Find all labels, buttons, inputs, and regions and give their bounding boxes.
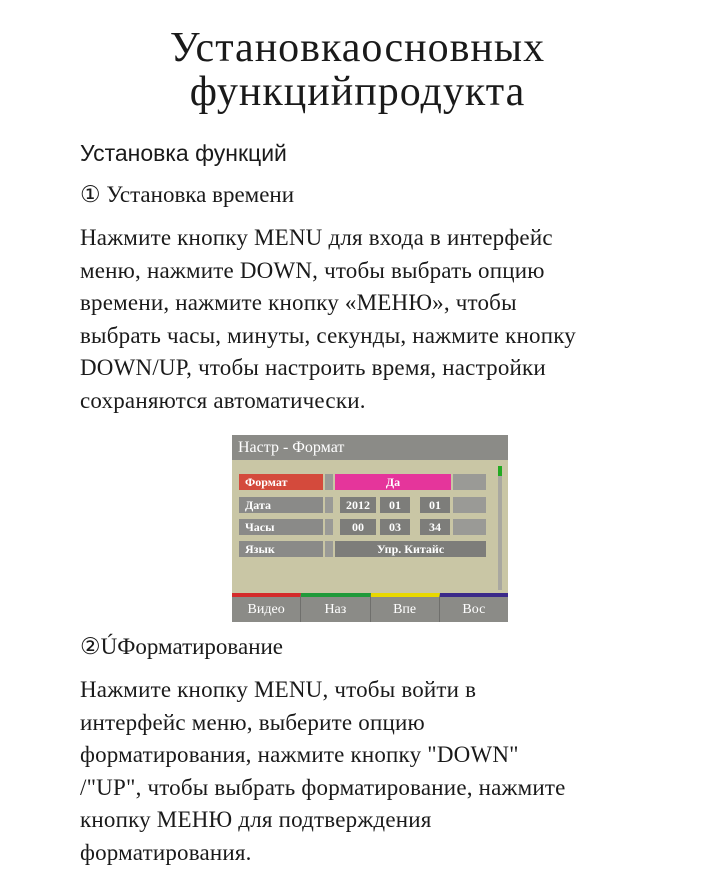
paragraph-line: форматирования, нажмите кнопку "DOWN" [80,742,519,767]
osd-time-seconds: 34 [420,519,450,535]
paragraph-line: времени, нажмите кнопку «МЕНЮ», чтобы [80,290,517,315]
paragraph-line: форматирования. [80,839,252,865]
osd-cell-gap [325,541,333,557]
osd-footer-button-back[interactable]: Наз [301,593,370,622]
osd-footer-button-restore[interactable]: Вос [440,593,508,622]
osd-row-time[interactable] [239,519,486,535]
osd-row-label: Формат [239,474,323,490]
osd-scrollbar[interactable] [498,466,502,590]
osd-date-day: 01 [420,497,450,513]
page-title [0,26,715,114]
formatting-title: ②ÚФорматирование [80,634,284,659]
paragraph-line: Нажмите кнопку MENU, чтобы войти в [80,677,477,702]
osd-cell-gap [325,497,333,513]
osd-time-hours: 00 [340,519,376,535]
osd-cell-gap [325,474,333,490]
time-setting-title: ① Установка времени [80,182,295,207]
osd-menu-screenshot [232,435,508,622]
paragraph-line: DOWN/UP, чтобы настроить время, настройки [80,355,546,380]
paragraph-line: Нажмите кнопку MENU для входа в интерфейс [80,225,553,250]
paragraph-line: интерфейс меню, выберите опцию [80,709,425,735]
osd-row-value: Да [335,474,451,490]
osd-cell-gap [453,474,486,490]
time-setting-paragraph [80,222,680,417]
osd-row-date[interactable] [239,497,486,513]
osd-row-value: Упр. Китайс [335,541,486,557]
section-heading: Установка функций [80,140,287,166]
osd-footer-button-video[interactable]: Видео [232,593,301,622]
osd-row-label: Язык [239,541,323,557]
osd-cell-gap [325,519,333,535]
paragraph-line: кнопку МЕНЮ для подтверждения [80,807,432,832]
osd-footer [232,593,508,622]
osd-row-format[interactable] [239,474,486,490]
osd-date-month: 01 [380,497,410,513]
osd-menu-title: Настр - Формат [232,435,508,460]
osd-row-label: Дата [239,497,323,513]
osd-footer-button-forward[interactable]: Впе [371,593,440,622]
paragraph-line: /"UP", чтобы выбрать форматирование, нажмите [80,774,566,800]
osd-row-language[interactable] [239,541,486,557]
paragraph-line: сохраняются автоматически. [80,387,366,413]
osd-cell-gap [453,497,486,513]
osd-cell-gap [453,519,486,535]
paragraph-line: выбрать часы, минуты, секунды, нажмите кнопку [80,322,576,348]
page-title-line-2: функцийпродукта [189,69,526,115]
formatting-paragraph [80,674,680,869]
osd-scrollbar-thumb[interactable] [498,466,502,476]
osd-time-minutes: 03 [380,519,410,535]
paragraph-line: меню, нажмите DOWN, чтобы выбрать опцию [80,257,545,283]
osd-row-label: Часы [239,519,323,535]
page-title-line-1: Установкаосновных [169,25,546,71]
osd-date-year: 2012 [340,497,376,513]
